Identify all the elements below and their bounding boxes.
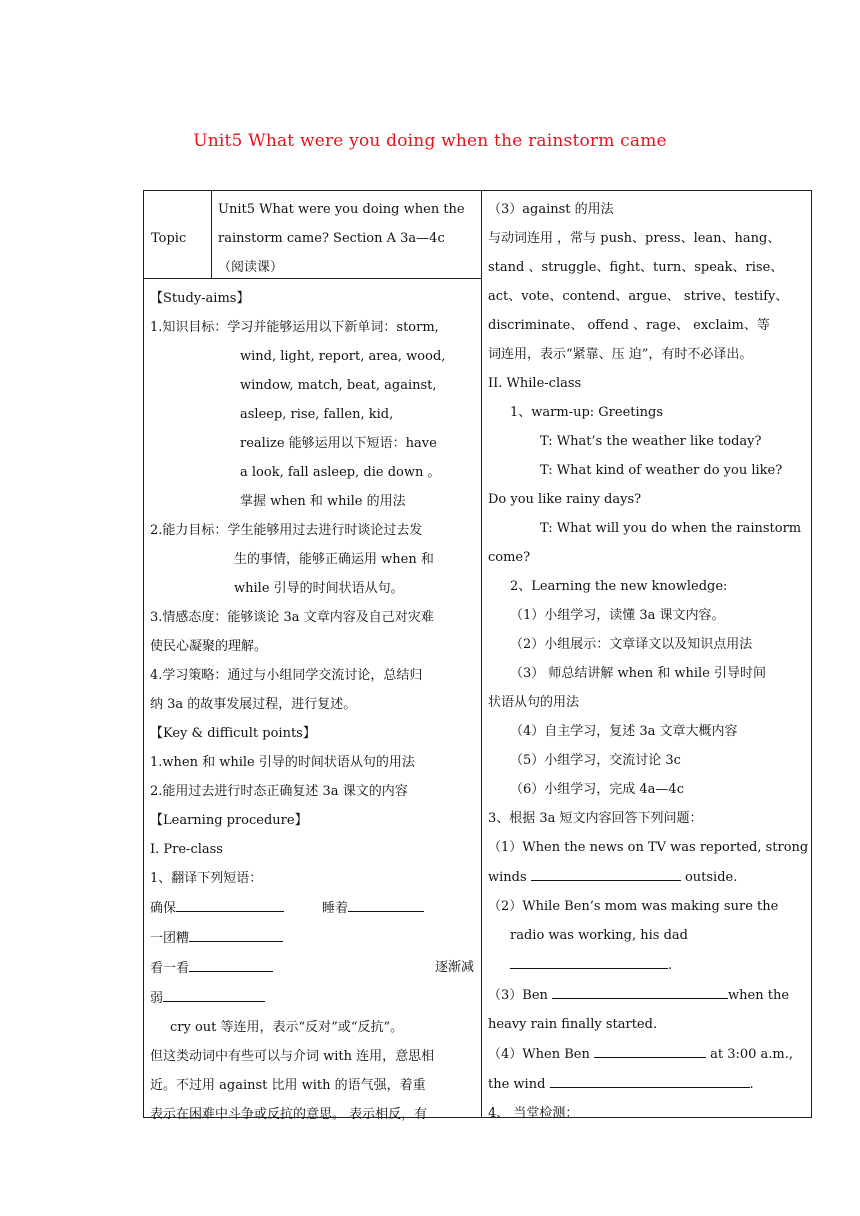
answer-blank[interactable] <box>163 983 265 1002</box>
phrase-row <box>150 923 474 953</box>
phrase-weaken: 逐渐减 <box>434 960 474 975</box>
learning-step: （5）小组学习，交流讨论 3c <box>510 753 681 768</box>
aim-3-line: 3.情感态度：能够谈论 3a 文章内容及自己对灾难 <box>150 610 434 625</box>
aim-4-line: 纳 3a 的故事发展过程，进行复述。 <box>150 697 357 712</box>
aim-1-line: 掌握 when 和 while 的用法 <box>240 494 406 509</box>
topic-label: Topic <box>151 231 187 246</box>
answer-blank[interactable] <box>348 893 424 912</box>
against-paragraph-line: 近。不过用 against 比用 with 的语气强，着重 <box>150 1078 426 1093</box>
answer-blank[interactable] <box>510 950 668 969</box>
question-2-cont: . <box>488 950 806 980</box>
phrase-row <box>150 893 474 923</box>
question-4: （4）When Ben at 3:00 a.m., <box>488 1039 806 1069</box>
phrase-asleep: 睡着 <box>322 901 349 916</box>
table-divider-main <box>481 190 482 1118</box>
study-aims-heading: 【Study-aims】 <box>150 291 250 306</box>
learning-step: （1）小组学习，读懂 3a 课文内容。 <box>510 608 725 623</box>
learning-step: （6）小组学习，完成 4a—4c <box>510 782 684 797</box>
aim-1-line: window, match, beat, against, <box>240 378 437 393</box>
answer-blank[interactable] <box>189 923 283 942</box>
against-heading: （3）against 的用法 <box>488 202 614 217</box>
page-title: Unit5 What were you doing when the rainstorm came <box>193 131 667 151</box>
phrase-row <box>150 983 474 1013</box>
phrase-ensure: 确保 <box>150 901 177 916</box>
aim-3-line: 使民心凝聚的理解。 <box>150 639 268 654</box>
aim-2-line: while 引导的时间状语从句。 <box>234 581 404 596</box>
learning-step-cont: 状语从句的用法 <box>488 695 580 710</box>
learning-step: （2）小组展示：文章译文以及知识点用法 <box>510 637 753 652</box>
topic-text <box>218 195 476 282</box>
while-class-heading: II. While-class <box>488 376 582 391</box>
question-2: （2）While Ben’s mom was making sure the <box>488 899 779 914</box>
learning-step: （4）自主学习，复述 3a 文章大概内容 <box>510 724 738 739</box>
question-2-cont: radio was working, his dad <box>510 928 688 943</box>
question-1-cont: winds outside. <box>488 862 806 892</box>
aim-2-line: 2.能力目标：学生能够用过去进行时谈论过去发 <box>150 523 423 538</box>
key-point: 1.when 和 while 引导的时间状语从句的用法 <box>150 755 415 770</box>
against-line: act、vote、contend、argue、 strive、testify、 <box>488 289 789 304</box>
answer-blank[interactable] <box>594 1039 706 1058</box>
phrase-mess: 一团糟 <box>150 931 190 946</box>
answer-blank[interactable] <box>552 980 728 999</box>
question-3: （3）Ben when the <box>488 980 806 1010</box>
procedure-heading: 【Learning procedure】 <box>150 813 308 828</box>
topic-line: rainstorm came? Section A 3a—4c <box>218 231 445 246</box>
left-column <box>150 284 474 1129</box>
topic-line: （阅读课） <box>218 260 284 275</box>
against-paragraph-line: 但这类动词中有些可以与介词 with 连用，意思相 <box>150 1049 435 1064</box>
key-points-heading: 【Key & difficult points】 <box>150 726 316 741</box>
aim-1-line: realize 能够运用以下短语：have <box>240 436 437 451</box>
teacher-question: T: What’s the weather like today? <box>540 434 762 449</box>
phrase-look: 看一看 <box>150 961 190 976</box>
against-line: stand 、struggle、fight、turn、speak、rise、 <box>488 260 784 275</box>
answer-blank[interactable] <box>189 953 273 972</box>
question-3-cont: heavy rain finally started. <box>488 1017 658 1032</box>
against-line: 词连用，表示“紧靠、压 迫”，有时不必译出。 <box>488 347 753 362</box>
against-line: discriminate、 offend 、rage、 exclaim、等 <box>488 318 770 333</box>
aim-1-line: asleep, rise, fallen, kid, <box>240 407 394 422</box>
question-1: （1）When the news on TV was reported, strong <box>488 840 809 855</box>
aim-1-line: a look, fall asleep, die down 。 <box>240 465 441 480</box>
questions-heading: 3、根据 3a 短文内容回答下列问题： <box>488 811 703 826</box>
key-point: 2.能用过去进行时态正确复述 3a 课文的内容 <box>150 784 408 799</box>
against-paragraph-line: cry out 等连用，表示“反对”或“反抗”。 <box>170 1020 404 1035</box>
answer-blank[interactable] <box>531 862 681 881</box>
pre-class-heading: I. Pre-class <box>150 842 223 857</box>
teacher-question: T: What kind of weather do you like? <box>540 463 783 478</box>
question-4-cont: the wind . <box>488 1069 806 1099</box>
learning-step: （3） 师总结讲解 when 和 while 引导时间 <box>510 666 767 681</box>
in-class-test-heading: 4、 当堂检测： <box>488 1106 579 1121</box>
topic-line: Unit5 What were you doing when the <box>218 202 465 217</box>
answer-blank[interactable] <box>176 893 284 912</box>
right-column <box>488 195 809 1128</box>
table-divider-topic <box>211 190 212 278</box>
translate-heading: 1、翻译下列短语： <box>150 871 263 886</box>
phrase-row <box>150 953 474 983</box>
teacher-question-cont: Do you like rainy days? <box>488 492 642 507</box>
aim-1-line: 1.知识目标：学习并能够运用以下新单词：storm, <box>150 320 439 335</box>
aim-4-line: 4.学习策略：通过与小组同学交流讨论，总结归 <box>150 668 423 683</box>
warm-up-heading: 1、warm-up: Greetings <box>510 405 664 420</box>
against-line: 与动词连用 ，常与 push、press、lean、hang、 <box>488 231 781 246</box>
learning-heading: 2、Learning the new knowledge: <box>510 579 728 594</box>
teacher-question: T: What will you do when the rainstorm <box>540 521 802 536</box>
teacher-question-cont: come? <box>488 550 531 565</box>
aim-1-line: wind, light, report, area, wood, <box>240 349 446 364</box>
phrase-weaken-cont: 弱 <box>150 991 164 1006</box>
answer-blank[interactable] <box>550 1069 750 1088</box>
aim-2-line: 生的事情，能够正确运用 when 和 <box>234 552 434 567</box>
against-paragraph-line: 表示在困难中斗争或反抗的意思。 表示相反，有 <box>150 1107 428 1122</box>
